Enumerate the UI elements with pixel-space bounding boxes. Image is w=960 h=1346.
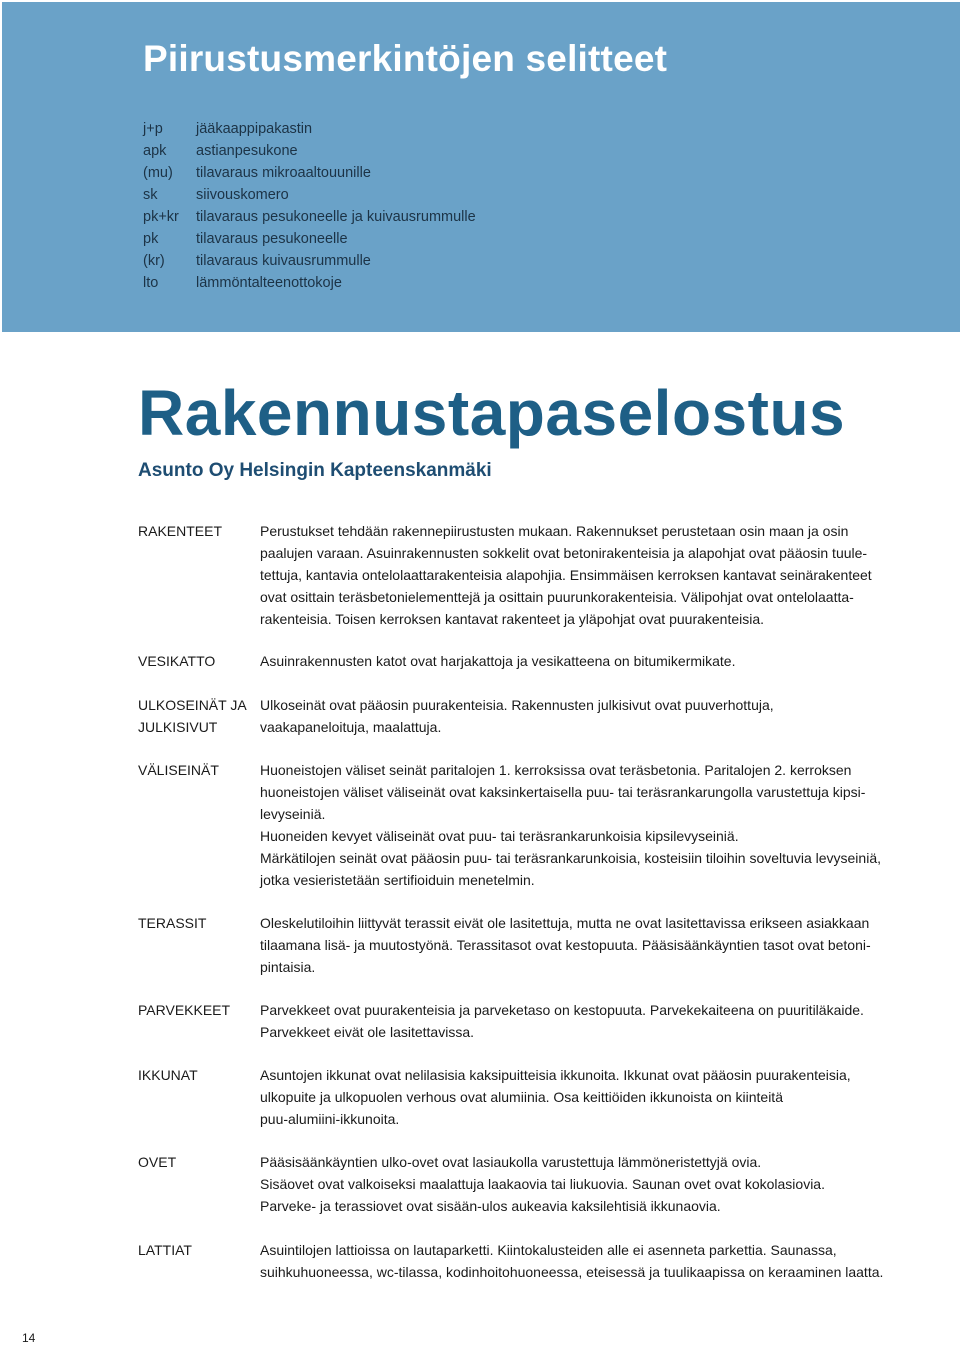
section-text <box>260 694 900 738</box>
text-line: ulkopuite ja ulkopuolen verhous ovat alumiinia. Osa keittiöiden ikkunoista on kiinteitä <box>260 1089 783 1105</box>
page-number: 14 <box>22 1331 36 1345</box>
page-subtitle: Asunto Oy Helsingin Kapteenskanmäki <box>138 460 492 481</box>
text-line: huoneistojen väliset väliseinät ovat kaksinkertaisella puu- tai teräsrankarungolla varustettuja kipsi- <box>260 784 866 800</box>
section-label-line: VÄLISEINÄT <box>138 762 219 778</box>
legend-desc: lämmöntalteenottokoje <box>196 275 342 291</box>
text-line: tilaamana lisä- ja muutostyönä. Terassitasot ovat kestopuuta. Pääsisäänkäyntien tasot ovat betoni- <box>260 937 871 953</box>
section-text <box>260 520 900 630</box>
text-line: Huoneistojen väliset seinät paritalojen 1. kerroksissa ovat teräsbetonia. Paritalojen 2. kerroksen <box>260 762 852 778</box>
section-label <box>138 520 248 542</box>
text-line: puu-alumiini-ikkunoita. <box>260 1111 400 1127</box>
text-line: ovat osittain teräsbetonielementtejä ja osittain puurunkorakenteisia. Välipohjat ovat ontelolaatta- <box>260 589 854 605</box>
text-line: vaakapaneloituja, maalattuja. <box>260 719 442 735</box>
section-label-line: RAKENTEET <box>138 523 223 539</box>
section-label-line: IKKUNAT <box>138 1067 198 1083</box>
section-label <box>138 1151 248 1173</box>
text-line: Parvekkeet eivät ole lasitettavissa. <box>260 1024 474 1040</box>
legend-desc: siivouskomero <box>196 187 289 203</box>
section-text <box>260 999 900 1043</box>
text-line: Perustukset tehdään rakennepiirustusten mukaan. Rakennukset perustetaan osin maan ja osin <box>260 523 849 539</box>
text-line: Märkätilojen seinät ovat pääosin puu- tai teräsrankarunkoisia, kosteisiin tiloihin soveltuvia levyseiniä, <box>260 850 881 866</box>
text-line: paalujen varaan. Asuinrakennusten sokkelit ovat betonirakenteisia ja alapohjat ovat pääosin tuule- <box>260 545 868 561</box>
section-label <box>138 650 248 672</box>
text-line: Asuntojen ikkunat ovat nelilasisia kaksipuitteisia ikkunoita. Ikkunat ovat pääosin puurakenteisia, <box>260 1067 851 1083</box>
legend-banner <box>2 2 960 332</box>
legend-abbr: pk <box>143 231 159 247</box>
legend-abbr: sk <box>143 187 158 203</box>
legend-desc: tilavaraus pesukoneelle ja kuivausrummulle <box>196 209 476 225</box>
legend-abbr: apk <box>143 143 167 159</box>
legend-abbr: (kr) <box>143 253 165 269</box>
text-line: Ulkoseinät ovat pääosin puurakenteisia. Rakennusten julkisivut ovat puuverhottuja, <box>260 697 774 713</box>
section-label <box>138 759 248 781</box>
section-label <box>138 1064 248 1086</box>
text-line: jotka vesieristetään sertifioiduin menetelmin. <box>260 872 535 888</box>
section-text <box>260 1064 900 1130</box>
legend-desc: tilavaraus kuivausrummulle <box>196 253 371 269</box>
section-label-line: JULKISIVUT <box>138 719 218 735</box>
banner-title: Piirustusmerkintöjen selitteet <box>143 38 668 79</box>
section-label-line: ULKOSEINÄT JA <box>138 697 247 713</box>
legend-abbr: lto <box>143 275 159 291</box>
section-text <box>260 1151 900 1217</box>
legend-abbr: (mu) <box>143 165 173 181</box>
page-title: Rakennustapaselostus <box>138 377 846 449</box>
text-line: Pääsisäänkäyntien ulko-ovet ovat lasiaukolla varustettuja lämmöneristettyjä ovia. <box>260 1154 762 1170</box>
section-label-line: OVET <box>138 1154 177 1170</box>
legend-desc: tilavaraus pesukoneelle <box>196 231 348 247</box>
text-line: Parvekkeet ovat puurakenteisia ja parveketaso on kestopuuta. Parvekekaiteena on puuritiläkaide. <box>260 1002 864 1018</box>
section-label-line: VESIKATTO <box>138 653 216 669</box>
text-line: pintaisia. <box>260 959 316 975</box>
section-text <box>260 1239 900 1283</box>
section-text <box>260 650 900 672</box>
section-label-line: TERASSIT <box>138 915 207 931</box>
text-line: suihkuhuoneessa, wc-tilassa, kodinhoitohuoneessa, eteisessä ja tuulikaapissa on keraaminen laatta. <box>260 1264 884 1280</box>
section-text <box>260 912 900 978</box>
section-label <box>138 999 248 1021</box>
section-label <box>138 912 248 934</box>
text-line: levyseiniä. <box>260 806 326 822</box>
legend-desc: astianpesukone <box>196 143 298 159</box>
text-line: Asuinrakennusten katot ovat harjakattoja ja vesikatteena on bitumikermikate. <box>260 653 736 669</box>
section-label <box>138 1239 248 1261</box>
section-text <box>260 759 900 891</box>
section-label <box>138 694 248 738</box>
legend-desc: tilavaraus mikroaaltouunille <box>196 165 371 181</box>
section-label-line: PARVEKKEET <box>138 1002 231 1018</box>
legend-desc: jääkaappipakastin <box>196 121 313 137</box>
text-line: Huoneiden kevyet väliseinät ovat puu- tai teräsrankarunkoisia kipsilevyseiniä. <box>260 828 739 844</box>
text-line: Parveke- ja terassiovet ovat sisään-ulos aukeavia kaksilehtisiä ikkunaovia. <box>260 1198 721 1214</box>
text-line: Sisäovet ovat valkoiseksi maalattuja laakaovia tai liukuovia. Saunan ovet ovat kokolasiovia. <box>260 1176 825 1192</box>
text-line: Asuintilojen lattioissa on lautaparketti. Kiintokalusteiden alle ei asenneta parkettia. Saunassa, <box>260 1242 837 1258</box>
text-line: rakenteisia. Toisen kerroksen kantavat rakenteet ja yläpohjat ovat puurakenteisia. <box>260 611 765 627</box>
legend-abbr: pk+kr <box>143 209 179 225</box>
section-label-line: LATTIAT <box>138 1242 192 1258</box>
text-line: tettuja, kantavia ontelolaattarakenteisia alapohjia. Ensimmäisen kerroksen kantavat seinärakenteet <box>260 567 872 583</box>
text-line: Oleskelutiloihin liittyvät terassit eivät ole lasitettuja, mutta ne ovat lasitettavissa erikseen asiakkaan <box>260 915 870 931</box>
legend-abbr: j+p <box>143 121 163 137</box>
